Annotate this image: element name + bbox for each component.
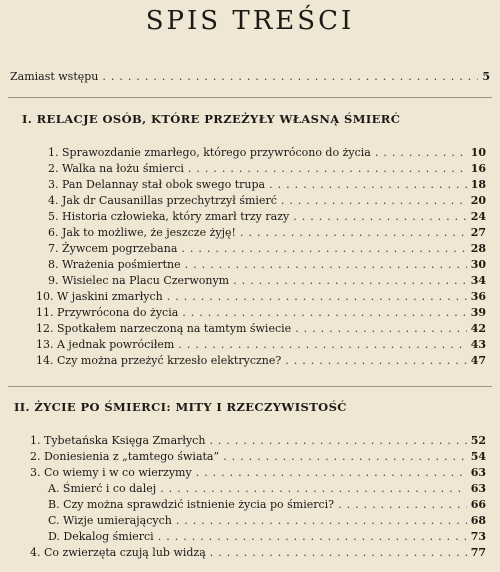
leader-dots bbox=[285, 354, 466, 367]
toc-entry-page: 10 bbox=[470, 146, 486, 159]
toc-entry bbox=[48, 162, 486, 175]
toc-entry-label: 1. Sprawozdanie zmarłego, którego przywrócono do życia bbox=[48, 146, 371, 159]
leader-dots bbox=[209, 434, 466, 447]
toc-entry-page: 68 bbox=[470, 514, 486, 527]
leader-dots bbox=[158, 530, 467, 543]
toc-entry-label: 4. Jak dr Causanillas przechytrzył śmierć bbox=[48, 194, 277, 207]
toc-entry bbox=[48, 530, 486, 543]
toc-entry-label: A. Śmierć i co dalej bbox=[48, 482, 157, 495]
leader-dots bbox=[185, 258, 467, 271]
toc-entry-page: 66 bbox=[470, 498, 486, 511]
toc-entry bbox=[30, 466, 486, 479]
toc-entry-label: 2. Walka na łożu śmierci bbox=[48, 162, 184, 175]
toc-entry bbox=[36, 290, 486, 303]
leader-dots bbox=[375, 146, 467, 159]
leader-dots bbox=[160, 482, 467, 495]
toc-entry-label: 8. Wrażenia pośmiertne bbox=[48, 258, 181, 271]
leader-dots bbox=[295, 322, 467, 335]
toc-entry bbox=[48, 210, 486, 223]
toc-entry bbox=[48, 482, 486, 495]
toc-entry bbox=[48, 146, 486, 159]
toc-entry bbox=[30, 546, 486, 559]
toc-entry-label: 11. Przywrócona do życia bbox=[36, 306, 179, 319]
toc-entry bbox=[48, 258, 486, 271]
toc-entry-label: D. Dekalog śmierci bbox=[48, 530, 154, 543]
toc-entry-label: 14. Czy można przeżyć krzesło elektryczne? bbox=[36, 354, 282, 367]
divider bbox=[8, 386, 492, 387]
leader-dots bbox=[281, 194, 467, 207]
toc-entry-page: 42 bbox=[470, 322, 486, 335]
page-title: SPIS TREŚCI bbox=[145, 6, 355, 36]
leader-dots bbox=[178, 338, 466, 351]
section-heading: II. ŻYCIE PO ŚMIERCI: MITY I RZECZYWISTOŚĆ bbox=[14, 400, 347, 414]
toc-entry-label: 12. Spotkałem narzeczoną na tamtym świecie bbox=[36, 322, 292, 335]
toc-entry-page: 24 bbox=[470, 210, 486, 223]
toc-entry-page: 54 bbox=[470, 450, 486, 463]
toc-entry-page: 52 bbox=[470, 434, 486, 447]
toc-entry bbox=[48, 514, 486, 527]
toc-entry-label: 9. Wisielec na Placu Czerwonym bbox=[48, 274, 230, 287]
toc-entry bbox=[48, 226, 486, 239]
section-heading: I. RELACJE OSÓB, KTÓRE PRZEŻYŁY WŁASNĄ ŚMIERĆ bbox=[22, 112, 401, 126]
toc-entry bbox=[48, 194, 486, 207]
toc-entry-label: C. Wizje umierających bbox=[48, 514, 172, 527]
toc-entry-page: 36 bbox=[470, 290, 486, 303]
leader-dots bbox=[269, 178, 467, 191]
divider bbox=[8, 97, 492, 98]
toc-entry-page: 28 bbox=[470, 242, 486, 255]
toc-entry-page: 34 bbox=[470, 274, 486, 287]
toc-entry-page: 39 bbox=[470, 306, 486, 319]
leader-dots bbox=[176, 514, 467, 527]
toc-entry-label: Zamiast wstępu bbox=[10, 70, 99, 83]
leader-dots bbox=[167, 290, 467, 303]
toc-entry-label: B. Czy można sprawdzić istnienie życia po śmierci? bbox=[48, 498, 335, 511]
toc-entry-label: 10. W jaskini zmarłych bbox=[36, 290, 163, 303]
toc-entry-page: 77 bbox=[470, 546, 486, 559]
toc-entry-page: 5 bbox=[482, 70, 490, 83]
toc-entry-label: 13. A jednak powróciłem bbox=[36, 338, 175, 351]
toc-entry-page: 18 bbox=[470, 178, 486, 191]
toc-entry-page: 63 bbox=[470, 482, 486, 495]
toc-entry-page: 63 bbox=[470, 466, 486, 479]
leader-dots bbox=[102, 70, 478, 83]
toc-entry bbox=[36, 322, 486, 335]
toc-entry bbox=[30, 434, 486, 447]
toc-entry bbox=[48, 242, 486, 255]
toc-entry-label: 3. Co wiemy i w co wierzymy bbox=[30, 466, 192, 479]
toc-entry-page: 30 bbox=[470, 258, 486, 271]
toc-entry-label: 5. Historia człowieka, który zmarł trzy razy bbox=[48, 210, 290, 223]
leader-dots bbox=[182, 306, 466, 319]
toc-entry bbox=[36, 306, 486, 319]
toc-entry bbox=[36, 338, 486, 351]
toc-entry-page: 43 bbox=[470, 338, 486, 351]
toc-entry-page: 73 bbox=[470, 530, 486, 543]
leader-dots bbox=[233, 274, 467, 287]
toc-entry bbox=[48, 178, 486, 191]
toc-entry bbox=[48, 274, 486, 287]
toc-entry-page: 27 bbox=[470, 226, 486, 239]
toc-entry-label: 7. Żywcem pogrzebana bbox=[48, 242, 178, 255]
leader-dots bbox=[293, 210, 466, 223]
toc-entry-label: 1. Tybetańska Księga Zmarłych bbox=[30, 434, 206, 447]
toc-entry-label: 3. Pan Delannay stał obok swego trupa bbox=[48, 178, 266, 191]
toc-entry-label: 6. Jak to możliwe, że jeszcze żyję! bbox=[48, 226, 236, 239]
toc-entry-page: 16 bbox=[470, 162, 486, 175]
toc-entry-intro bbox=[10, 70, 490, 83]
toc-entry bbox=[48, 498, 486, 511]
leader-dots bbox=[181, 242, 466, 255]
leader-dots bbox=[338, 498, 467, 511]
leader-dots bbox=[210, 546, 467, 559]
toc-entry bbox=[30, 450, 486, 463]
toc-entry-label: 2. Doniesienia z „tamtego świata” bbox=[30, 450, 220, 463]
leader-dots bbox=[223, 450, 467, 463]
toc-entry-page: 47 bbox=[470, 354, 486, 367]
toc-entry bbox=[36, 354, 486, 367]
toc-entry-page: 20 bbox=[470, 194, 486, 207]
leader-dots bbox=[240, 226, 467, 239]
leader-dots bbox=[188, 162, 467, 175]
toc-entry-label: 4. Co zwierzęta czują lub widzą bbox=[30, 546, 206, 559]
leader-dots bbox=[196, 466, 467, 479]
